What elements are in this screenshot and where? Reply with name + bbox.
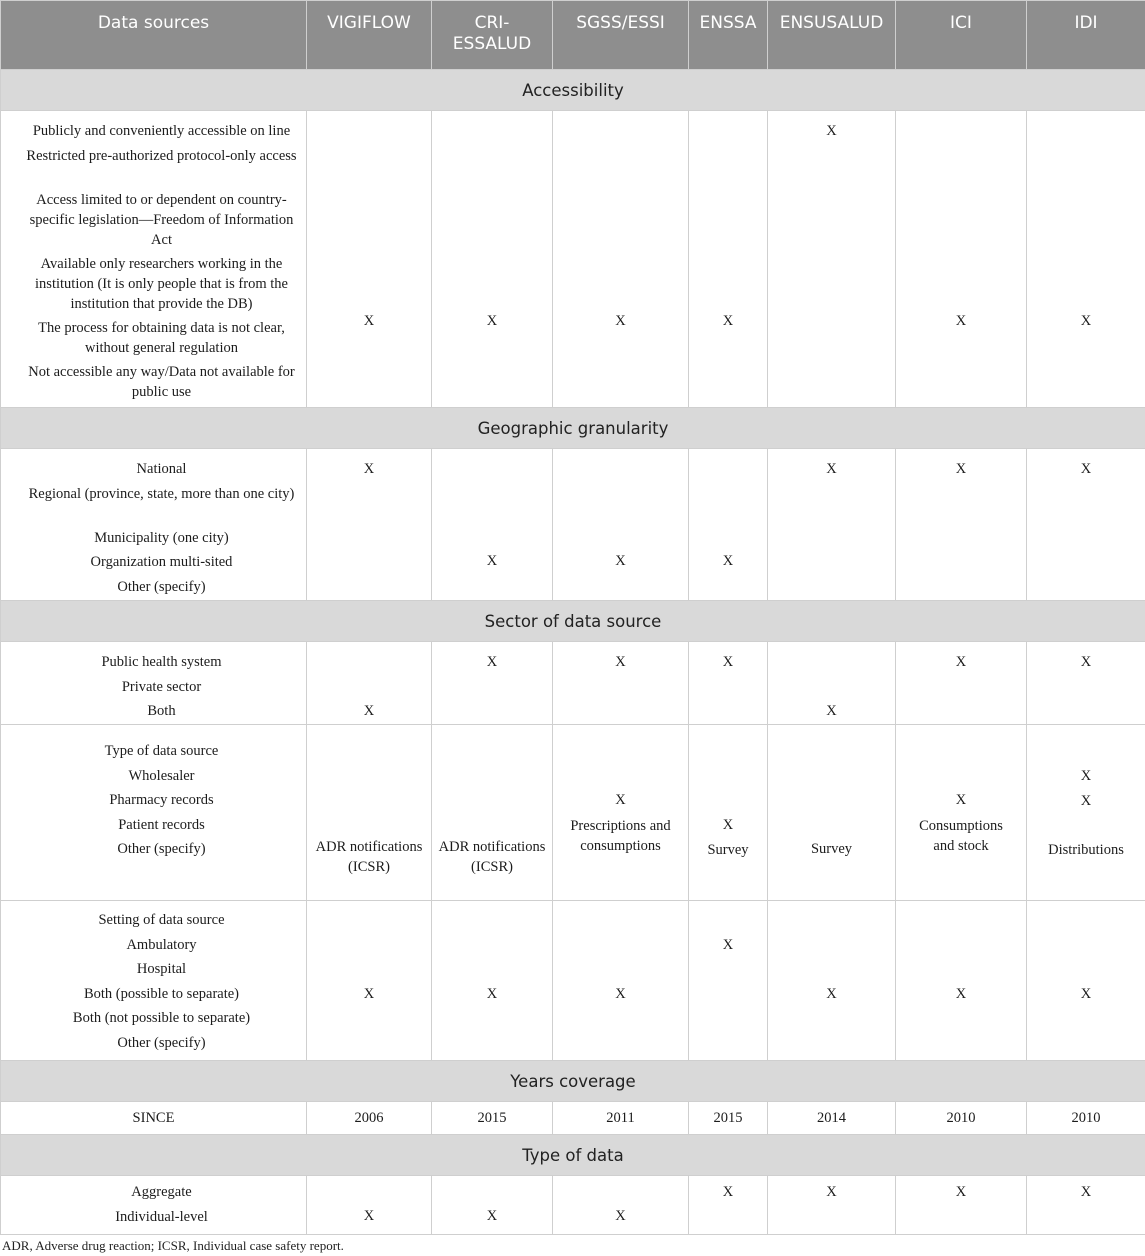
mark: X: [826, 1184, 837, 1200]
mark: X: [486, 654, 498, 670]
mark: X: [363, 313, 375, 329]
section-sector-row: [1, 601, 1145, 642]
item-label: Other (specify): [117, 1034, 206, 1051]
cell-ensusalud: [768, 449, 896, 601]
mark: X: [615, 792, 626, 808]
mark: X: [722, 817, 734, 833]
sector-items: [1, 642, 307, 725]
item-label: Pharmacy records: [109, 792, 214, 808]
cell-ensusalud: [768, 1176, 896, 1235]
item-label: Both (not possible to separate): [72, 1010, 251, 1026]
mark: X: [486, 1208, 498, 1224]
mark: X: [1080, 654, 1092, 670]
cell-vigiflow: [307, 642, 432, 725]
section-geo-row: [1, 408, 1145, 449]
item-label: Private sector: [121, 678, 202, 695]
year-vigiflow: 2006: [307, 1102, 432, 1135]
mark: X: [722, 1184, 734, 1200]
type-source-row: [1, 725, 1145, 901]
section-accessibility-row: [1, 70, 1145, 111]
type-data-row: [1, 1176, 1145, 1235]
cell-cri-essalud: [432, 901, 553, 1061]
item-label: Access limited to or dependent on country-specific legislation—Freedom of Information Act: [29, 191, 294, 248]
cell-sgss-essi: [553, 725, 689, 901]
section-title: Accessibility: [1, 70, 1145, 111]
mark: X: [615, 1208, 626, 1224]
mark: X: [1080, 1184, 1092, 1200]
cell-sgss-essi: [553, 111, 689, 408]
mark: X: [722, 313, 734, 329]
cell-sgss-essi: [553, 642, 689, 725]
mark: X: [615, 553, 626, 569]
cell-enssa: [689, 642, 768, 725]
item-label: Patient records: [118, 816, 205, 833]
item-label: Available only researchers working in the institution (It is only people that is from the institution that provide the DB): [35, 255, 288, 312]
cell-enssa: [689, 901, 768, 1061]
year-enssa: 2015: [689, 1102, 768, 1135]
mark: X: [363, 1208, 375, 1224]
mark: X: [826, 123, 837, 139]
mark: X: [722, 553, 734, 569]
sector-row: [1, 642, 1145, 725]
cell-idi: [1027, 725, 1145, 901]
section-title: Sector of data source: [1, 601, 1145, 642]
mark: X: [955, 461, 967, 477]
mark: X: [1080, 792, 1092, 809]
header-data-sources: Data sources: [1, 1, 307, 70]
item-label: Municipality (one city): [94, 529, 229, 546]
mark: X: [1080, 461, 1092, 477]
item-label: The process for obtaining data is not clear, without general regulation: [38, 319, 285, 356]
item-label: Aggregate: [131, 1184, 192, 1200]
header-cri-essalud: CRI-ESSALUD: [432, 1, 553, 70]
cell-enssa: [689, 1176, 768, 1235]
mark: X: [615, 313, 626, 329]
mark: X: [486, 553, 498, 569]
item-label: Wholesaler: [128, 767, 195, 784]
cell-idi: [1027, 111, 1145, 408]
years-label: SINCE: [1, 1102, 307, 1135]
cell-sgss-essi: [553, 449, 689, 601]
mark: X: [826, 461, 837, 477]
mark: X: [1080, 768, 1092, 784]
setting-items: [1, 901, 307, 1061]
cell-cri-essalud: [432, 449, 553, 601]
mark: X: [1080, 986, 1092, 1002]
header-ici: ICI: [896, 1, 1027, 70]
item-label: Restricted pre-authorized protocol-only access: [26, 147, 297, 164]
mark: X: [615, 654, 626, 670]
spacer: [1027, 813, 1145, 838]
years-row: [1, 1102, 1145, 1135]
mark: X: [722, 654, 734, 670]
cell-sgss-essi: [553, 1176, 689, 1235]
item-label: Not accessible any way/Data not available for public use: [28, 363, 295, 400]
cell-cri-essalud: [432, 642, 553, 725]
item-label: Publicly and conveniently accessible on line: [32, 123, 291, 139]
other-value: Survey: [707, 841, 749, 858]
header-row: [1, 1, 1145, 70]
geo-row: [1, 449, 1145, 601]
section-title: Geographic granularity: [1, 408, 1145, 449]
item-label: Type of data source: [104, 743, 219, 759]
item-label: Other (specify): [117, 841, 206, 857]
accessibility-items: [1, 111, 307, 408]
mark: X: [486, 986, 498, 1002]
mark: X: [615, 986, 626, 1002]
mark: X: [955, 986, 967, 1002]
item-label: Hospital: [136, 961, 187, 977]
cell-ensusalud: [768, 111, 896, 408]
mark: X: [826, 986, 837, 1002]
mark: X: [826, 703, 837, 719]
cell-cri-essalud: [432, 1176, 553, 1235]
cell-ensusalud: [768, 901, 896, 1061]
item-label: Organization multi-sited: [90, 554, 233, 570]
mark: X: [363, 703, 375, 719]
year-cri-essalud: 2015: [432, 1102, 553, 1135]
setting-row: [1, 901, 1145, 1061]
item-label: National: [136, 461, 187, 477]
mark: X: [1080, 313, 1092, 329]
cell-ici: [896, 642, 1027, 725]
cell-enssa: [689, 725, 768, 901]
cell-vigiflow: [307, 725, 432, 901]
header-idi: IDI: [1027, 1, 1145, 70]
cell-idi: [1027, 901, 1145, 1061]
section-years-row: [1, 1061, 1145, 1102]
item-label: Regional (province, state, more than one city): [28, 485, 295, 502]
year-idi: 2010: [1027, 1102, 1145, 1135]
cell-vigiflow: [307, 449, 432, 601]
year-ici: 2010: [896, 1102, 1027, 1135]
other-value: Prescriptions and consumptions: [570, 817, 671, 854]
cell-ici: [896, 1176, 1027, 1235]
header-vigiflow: VIGIFLOW: [307, 1, 432, 70]
mark: X: [722, 937, 734, 953]
item-label: Ambulatory: [126, 936, 197, 953]
mark: X: [363, 461, 375, 477]
cell-vigiflow: [307, 901, 432, 1061]
item-label: Setting of data source: [98, 912, 225, 928]
other-value: Distributions: [1048, 841, 1124, 858]
geo-items: [1, 449, 307, 601]
other-value: Survey: [810, 841, 853, 857]
cell-ici: [896, 725, 1027, 901]
section-title: Years coverage: [1, 1061, 1145, 1102]
other-value: Consumptions and stock: [919, 817, 1003, 854]
item-label: Individual-level: [115, 1208, 208, 1225]
cell-vigiflow: [307, 111, 432, 408]
item-label: Public health system: [101, 654, 222, 670]
cell-ici: [896, 901, 1027, 1061]
cell-ensusalud: [768, 725, 896, 901]
type-source-items: [1, 725, 307, 901]
mark: X: [955, 313, 967, 329]
cell-cri-essalud: [432, 725, 553, 901]
section-title: Type of data: [1, 1135, 1145, 1176]
cell-vigiflow: [307, 1176, 432, 1235]
cell-enssa: [689, 111, 768, 408]
cell-cri-essalud: [432, 111, 553, 408]
year-ensusalud: 2014: [768, 1102, 896, 1135]
type-data-items: [1, 1176, 307, 1235]
mark: X: [955, 1184, 967, 1200]
header-enssa: ENSSA: [689, 1, 768, 70]
header-ensusalud: ENSUSALUD: [768, 1, 896, 70]
mark: X: [955, 654, 967, 670]
cell-idi: [1027, 1176, 1145, 1235]
cell-idi: [1027, 642, 1145, 725]
cell-sgss-essi: [553, 901, 689, 1061]
mark: X: [955, 792, 967, 808]
footnote: ADR, Adverse drug reaction; ICSR, Individual case safety report.: [2, 1238, 344, 1253]
cell-enssa: [689, 449, 768, 601]
cell-idi: [1027, 449, 1145, 601]
mark: X: [486, 313, 498, 329]
cell-ici: [896, 449, 1027, 601]
year-sgss-essi: 2011: [553, 1102, 689, 1135]
section-type-row: [1, 1135, 1145, 1176]
accessibility-row: [1, 111, 1145, 408]
other-value: ADR notifications (ICSR): [438, 839, 546, 875]
other-value: ADR notifications (ICSR): [315, 839, 423, 875]
cell-ici: [896, 111, 1027, 408]
mark: X: [363, 986, 375, 1002]
header-sgss-essi: SGSS/ESSI: [553, 1, 689, 70]
cell-ensusalud: [768, 642, 896, 725]
item-label: Other (specify): [117, 578, 206, 595]
item-label: Both (possible to separate): [83, 985, 240, 1002]
item-label: Both: [147, 703, 176, 719]
